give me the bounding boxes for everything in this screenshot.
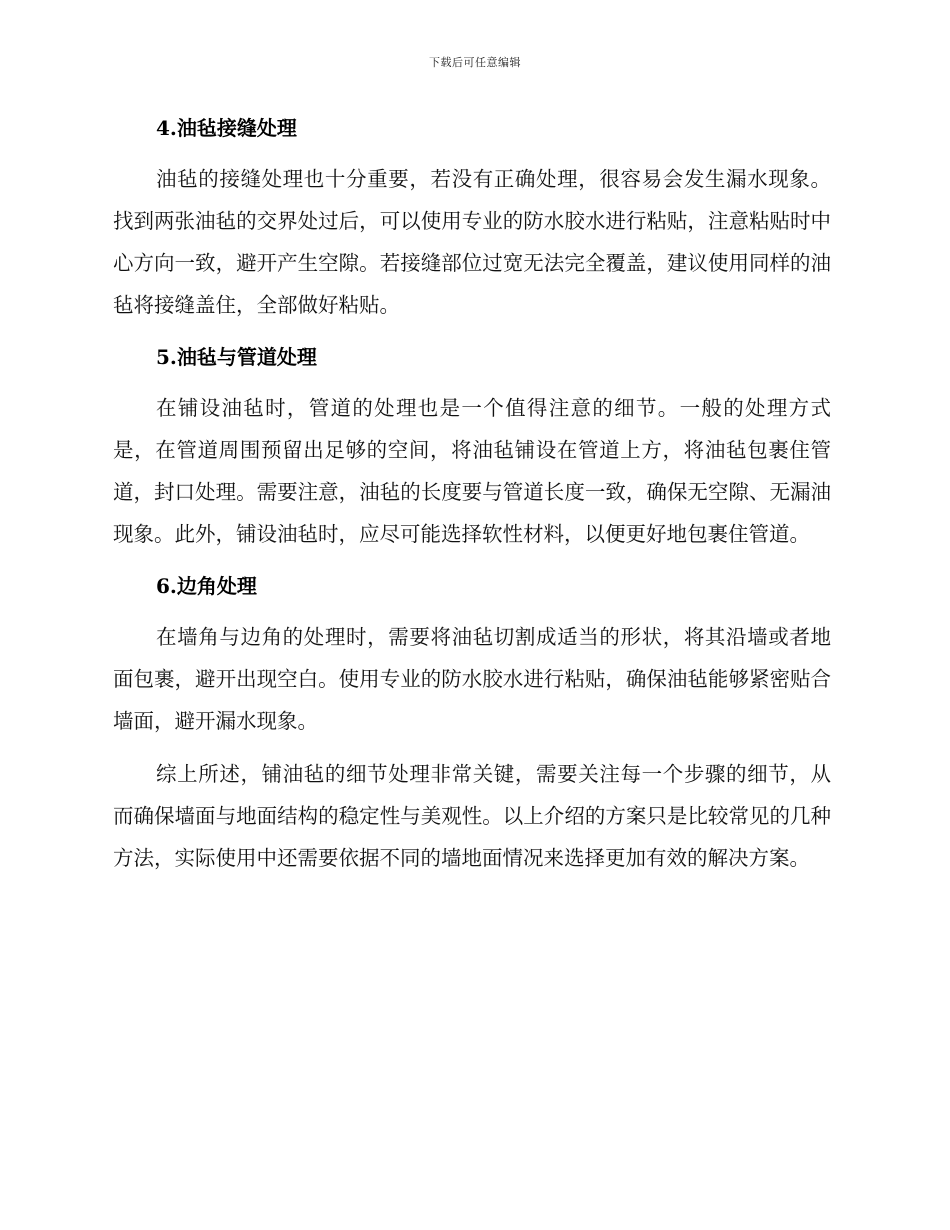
section-heading: 4.油毡接缝处理 <box>156 116 297 140</box>
document-body <box>113 108 831 879</box>
body-paragraph: 油毡的接缝处理也十分重要，若没有正确处理，很容易会发生漏水现象。找到两张油毡的交界处过后，可以使用专业的防水胶水进行粘贴，注意粘贴时中心方向一致，避开产生空隙。若接缝部位过宽无法完全覆盖，建议使用同样的油毡将接缝盖住，全部做好粘贴。 <box>113 167 831 317</box>
body-paragraph: 在铺设油毡时，管道的处理也是一个值得注意的细节。一般的处理方式是，在管道周围预留出足够的空间，将油毡铺设在管道上方，将油毡包裹住管道，封口处理。需要注意，油毡的长度要与管道长度一致，确保无空隙、无漏油现象。此外，铺设油毡时，应尽可能选择软性材料，以便更好地包裹住管道。 <box>113 396 831 546</box>
body-paragraph: 在墙角与边角的处理时，需要将油毡切割成适当的形状，将其沿墙或者地面包裹，避开出现空白。使用专业的防水胶水进行粘贴，确保油毡能够紧密贴合墙面，避开漏水现象。 <box>113 625 831 733</box>
section-heading: 5.油毡与管道处理 <box>156 345 317 369</box>
section-heading: 6.边角处理 <box>156 574 257 598</box>
conclusion-paragraph: 综上所述，铺油毡的细节处理非常关键，需要关注每一个步骤的细节，从而确保墙面与地面结构的稳定性与美观性。以上介绍的方案只是比较常见的几种方法，实际使用中还需要依据不同的墙地面情况来选择更加有效的解决方案。 <box>113 762 831 870</box>
page-header: 下载后可任意编辑 <box>429 56 521 69</box>
section-4 <box>113 108 831 337</box>
section-5 <box>113 337 831 566</box>
section-6 <box>113 566 831 879</box>
